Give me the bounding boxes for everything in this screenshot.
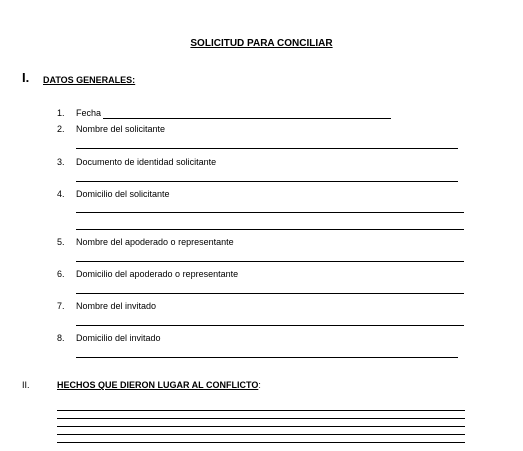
section-1-numeral: I. — [22, 70, 30, 85]
section-2-heading-colon: : — [258, 380, 261, 390]
section-2-fill-line-5[interactable] — [57, 442, 465, 443]
section-2-fill-line-2[interactable] — [57, 418, 465, 419]
item-5-label: Nombre del apoderado o representante — [76, 237, 234, 247]
item-6-fill-line[interactable] — [76, 293, 464, 294]
item-3-number: 3. — [57, 157, 65, 167]
item-4-fill-line-1[interactable] — [76, 212, 464, 213]
item-7-fill-line[interactable] — [76, 325, 464, 326]
item-2-fill-line[interactable] — [76, 148, 458, 149]
item-6-label: Domicilio del apoderado o representante — [76, 269, 239, 279]
document-title: SOLICITUD PARA CONCILIAR — [190, 38, 333, 49]
item-7-number: 7. — [57, 301, 65, 311]
item-1-fill-line[interactable] — [103, 118, 391, 119]
item-4-fill-line-2[interactable] — [76, 229, 464, 230]
section-2-fill-line-1[interactable] — [57, 410, 465, 411]
item-8-number: 8. — [57, 333, 65, 343]
item-8-fill-line[interactable] — [76, 357, 458, 358]
item-8-label: Domicilio del invitado — [76, 333, 161, 343]
section-2-fill-line-3[interactable] — [57, 426, 465, 427]
item-3-fill-line[interactable] — [76, 181, 458, 182]
item-5-fill-line[interactable] — [76, 261, 464, 262]
item-6-number: 6. — [57, 269, 65, 279]
item-2-number: 2. — [57, 124, 65, 134]
item-7-label: Nombre del invitado — [76, 301, 157, 311]
section-1-heading: DATOS GENERALES: — [43, 75, 136, 85]
section-2-numeral: II. — [22, 380, 30, 390]
section-2-fill-line-4[interactable] — [57, 434, 465, 435]
item-3-label: Documento de identidad solicitante — [76, 157, 217, 167]
item-4-label: Domicilio del solicitante — [76, 189, 170, 199]
item-5-number: 5. — [57, 237, 65, 247]
section-2-heading — [57, 380, 261, 390]
section-2-heading-text: HECHOS QUE DIERON LUGAR AL CONFLICTO — [57, 380, 259, 390]
item-1-label: Fecha — [76, 108, 102, 118]
item-2-label: Nombre del solicitante — [76, 124, 166, 134]
item-4-number: 4. — [57, 189, 65, 199]
item-1-number: 1. — [57, 108, 65, 118]
